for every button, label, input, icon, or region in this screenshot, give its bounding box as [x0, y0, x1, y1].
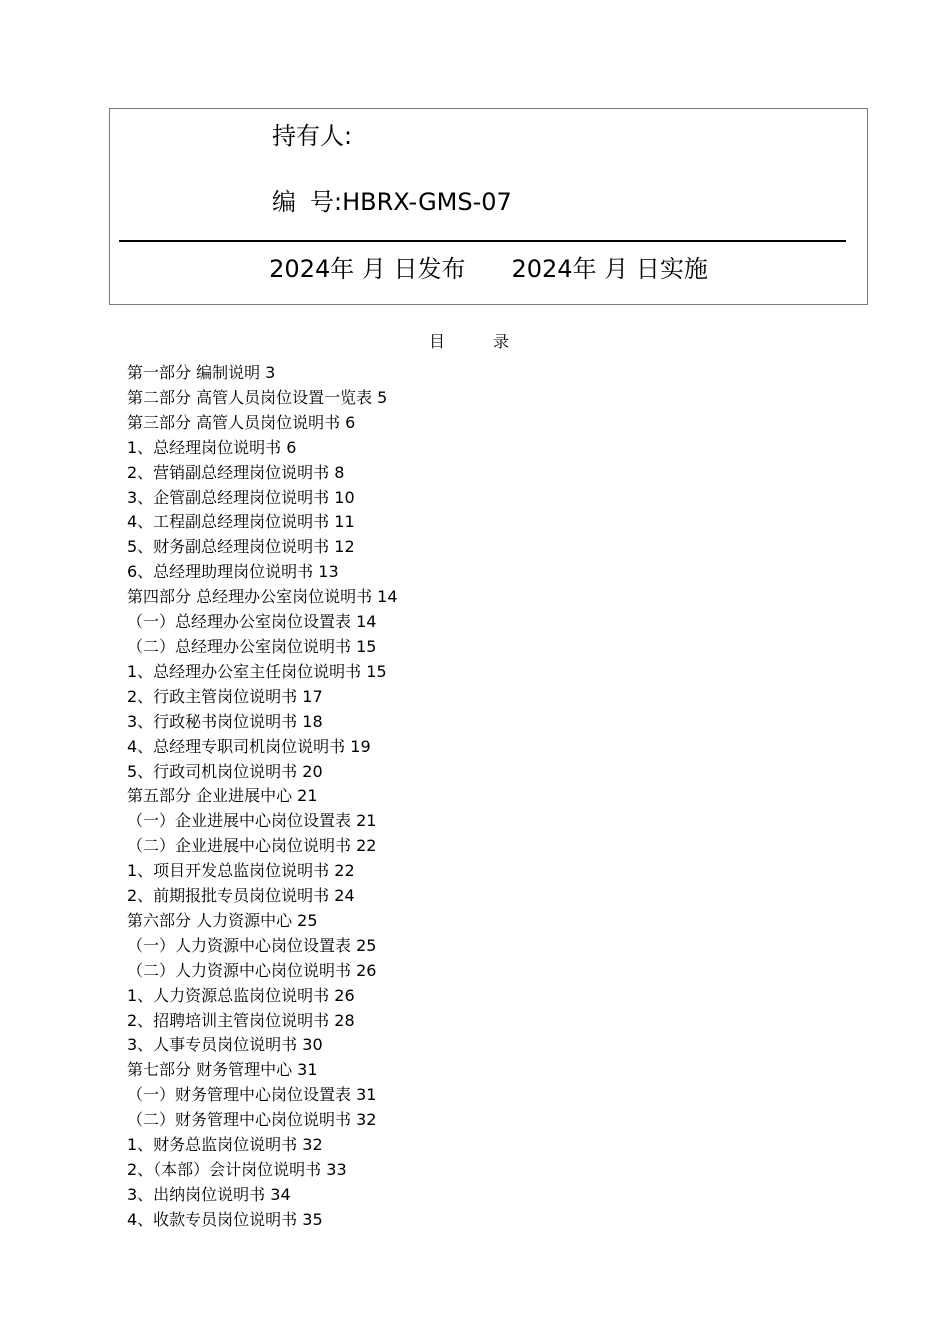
toc-entry[interactable]: 4、收款专员岗位说明书 35 — [127, 1209, 323, 1229]
toc-entry[interactable]: 第四部分 总经理办公室岗位说明书 14 — [127, 587, 398, 607]
effective-date: 2024年 月 日实施 — [511, 255, 708, 283]
holder-label: 持有人: — [272, 122, 353, 150]
toc-entry[interactable]: （二）企业进展中心岗位说明书 22 — [127, 836, 377, 856]
toc-entry[interactable]: 第五部分 企业进展中心 21 — [127, 786, 318, 806]
code-label: 编 — [272, 188, 296, 216]
toc-entry[interactable]: 1、总经理岗位说明书 6 — [127, 437, 297, 457]
toc-entry[interactable]: 3、出纳岗位说明书 34 — [127, 1184, 291, 1204]
toc-entry[interactable]: 5、财务副总经理岗位说明书 12 — [127, 537, 355, 557]
toc-entry[interactable]: 2、招聘培训主管岗位说明书 28 — [127, 1010, 355, 1030]
toc-entry[interactable]: 6、总经理助理岗位说明书 13 — [127, 562, 339, 582]
toc-entry[interactable]: 1、财务总监岗位说明书 32 — [127, 1135, 323, 1155]
code-label-suffix: 号: — [310, 188, 343, 216]
toc-entry[interactable]: 2、行政主管岗位说明书 17 — [127, 686, 323, 706]
date-line — [110, 252, 867, 286]
divider-line — [119, 240, 846, 242]
toc-entry[interactable]: 1、项目开发总监岗位说明书 22 — [127, 861, 355, 881]
issue-date: 2024年 月 日发布 — [269, 255, 466, 283]
toc-entry[interactable]: （一）人力资源中心岗位设置表 25 — [127, 935, 377, 955]
toc-entry[interactable]: 1、总经理办公室主任岗位说明书 15 — [127, 661, 387, 681]
toc-entry[interactable]: 4、总经理专职司机岗位说明书 19 — [127, 736, 371, 756]
cover-info-box — [109, 108, 868, 305]
toc-entry[interactable]: 第三部分 高管人员岗位说明书 6 — [127, 412, 356, 432]
toc-entry[interactable]: 1、人力资源总监岗位说明书 26 — [127, 985, 355, 1005]
code-value: HBRX-GMS-07 — [342, 188, 512, 216]
table-of-contents — [127, 361, 398, 1233]
toc-entry[interactable]: 第二部分 高管人员岗位设置一览表 5 — [127, 387, 388, 407]
toc-entry[interactable]: 2、营销副总经理岗位说明书 8 — [127, 462, 345, 482]
toc-entry[interactable]: 第七部分 财务管理中心 31 — [127, 1060, 318, 1080]
toc-entry[interactable]: 2、前期报批专员岗位说明书 24 — [127, 886, 355, 906]
toc-entry[interactable]: 3、人事专员岗位说明书 30 — [127, 1035, 323, 1055]
toc-entry[interactable]: 第一部分 编制说明 3 — [127, 363, 276, 382]
toc-entry[interactable]: （一）企业进展中心岗位设置表 21 — [127, 811, 377, 831]
toc-entry[interactable]: 第六部分 人力资源中心 25 — [127, 910, 318, 930]
toc-entry[interactable]: （二）人力资源中心岗位说明书 26 — [127, 960, 377, 980]
document-code-line — [272, 185, 512, 219]
toc-entry[interactable]: （一）总经理办公室岗位设置表 14 — [127, 612, 377, 632]
toc-entry[interactable]: （一）财务管理中心岗位设置表 31 — [127, 1085, 377, 1105]
toc-title: 目录 — [428, 332, 557, 351]
toc-entry[interactable]: 2、（本部）会计岗位说明书 33 — [127, 1160, 347, 1179]
toc-entry[interactable]: （二）总经理办公室岗位说明书 15 — [127, 636, 377, 656]
toc-entry[interactable]: 5、行政司机岗位说明书 20 — [127, 761, 323, 781]
toc-entry[interactable]: （二）财务管理中心岗位说明书 32 — [127, 1110, 377, 1130]
toc-entry[interactable]: 4、工程副总经理岗位说明书 11 — [127, 512, 355, 532]
toc-entry[interactable]: 3、企管副总经理岗位说明书 10 — [127, 487, 355, 507]
toc-entry[interactable]: 3、行政秘书岗位说明书 18 — [127, 711, 323, 731]
